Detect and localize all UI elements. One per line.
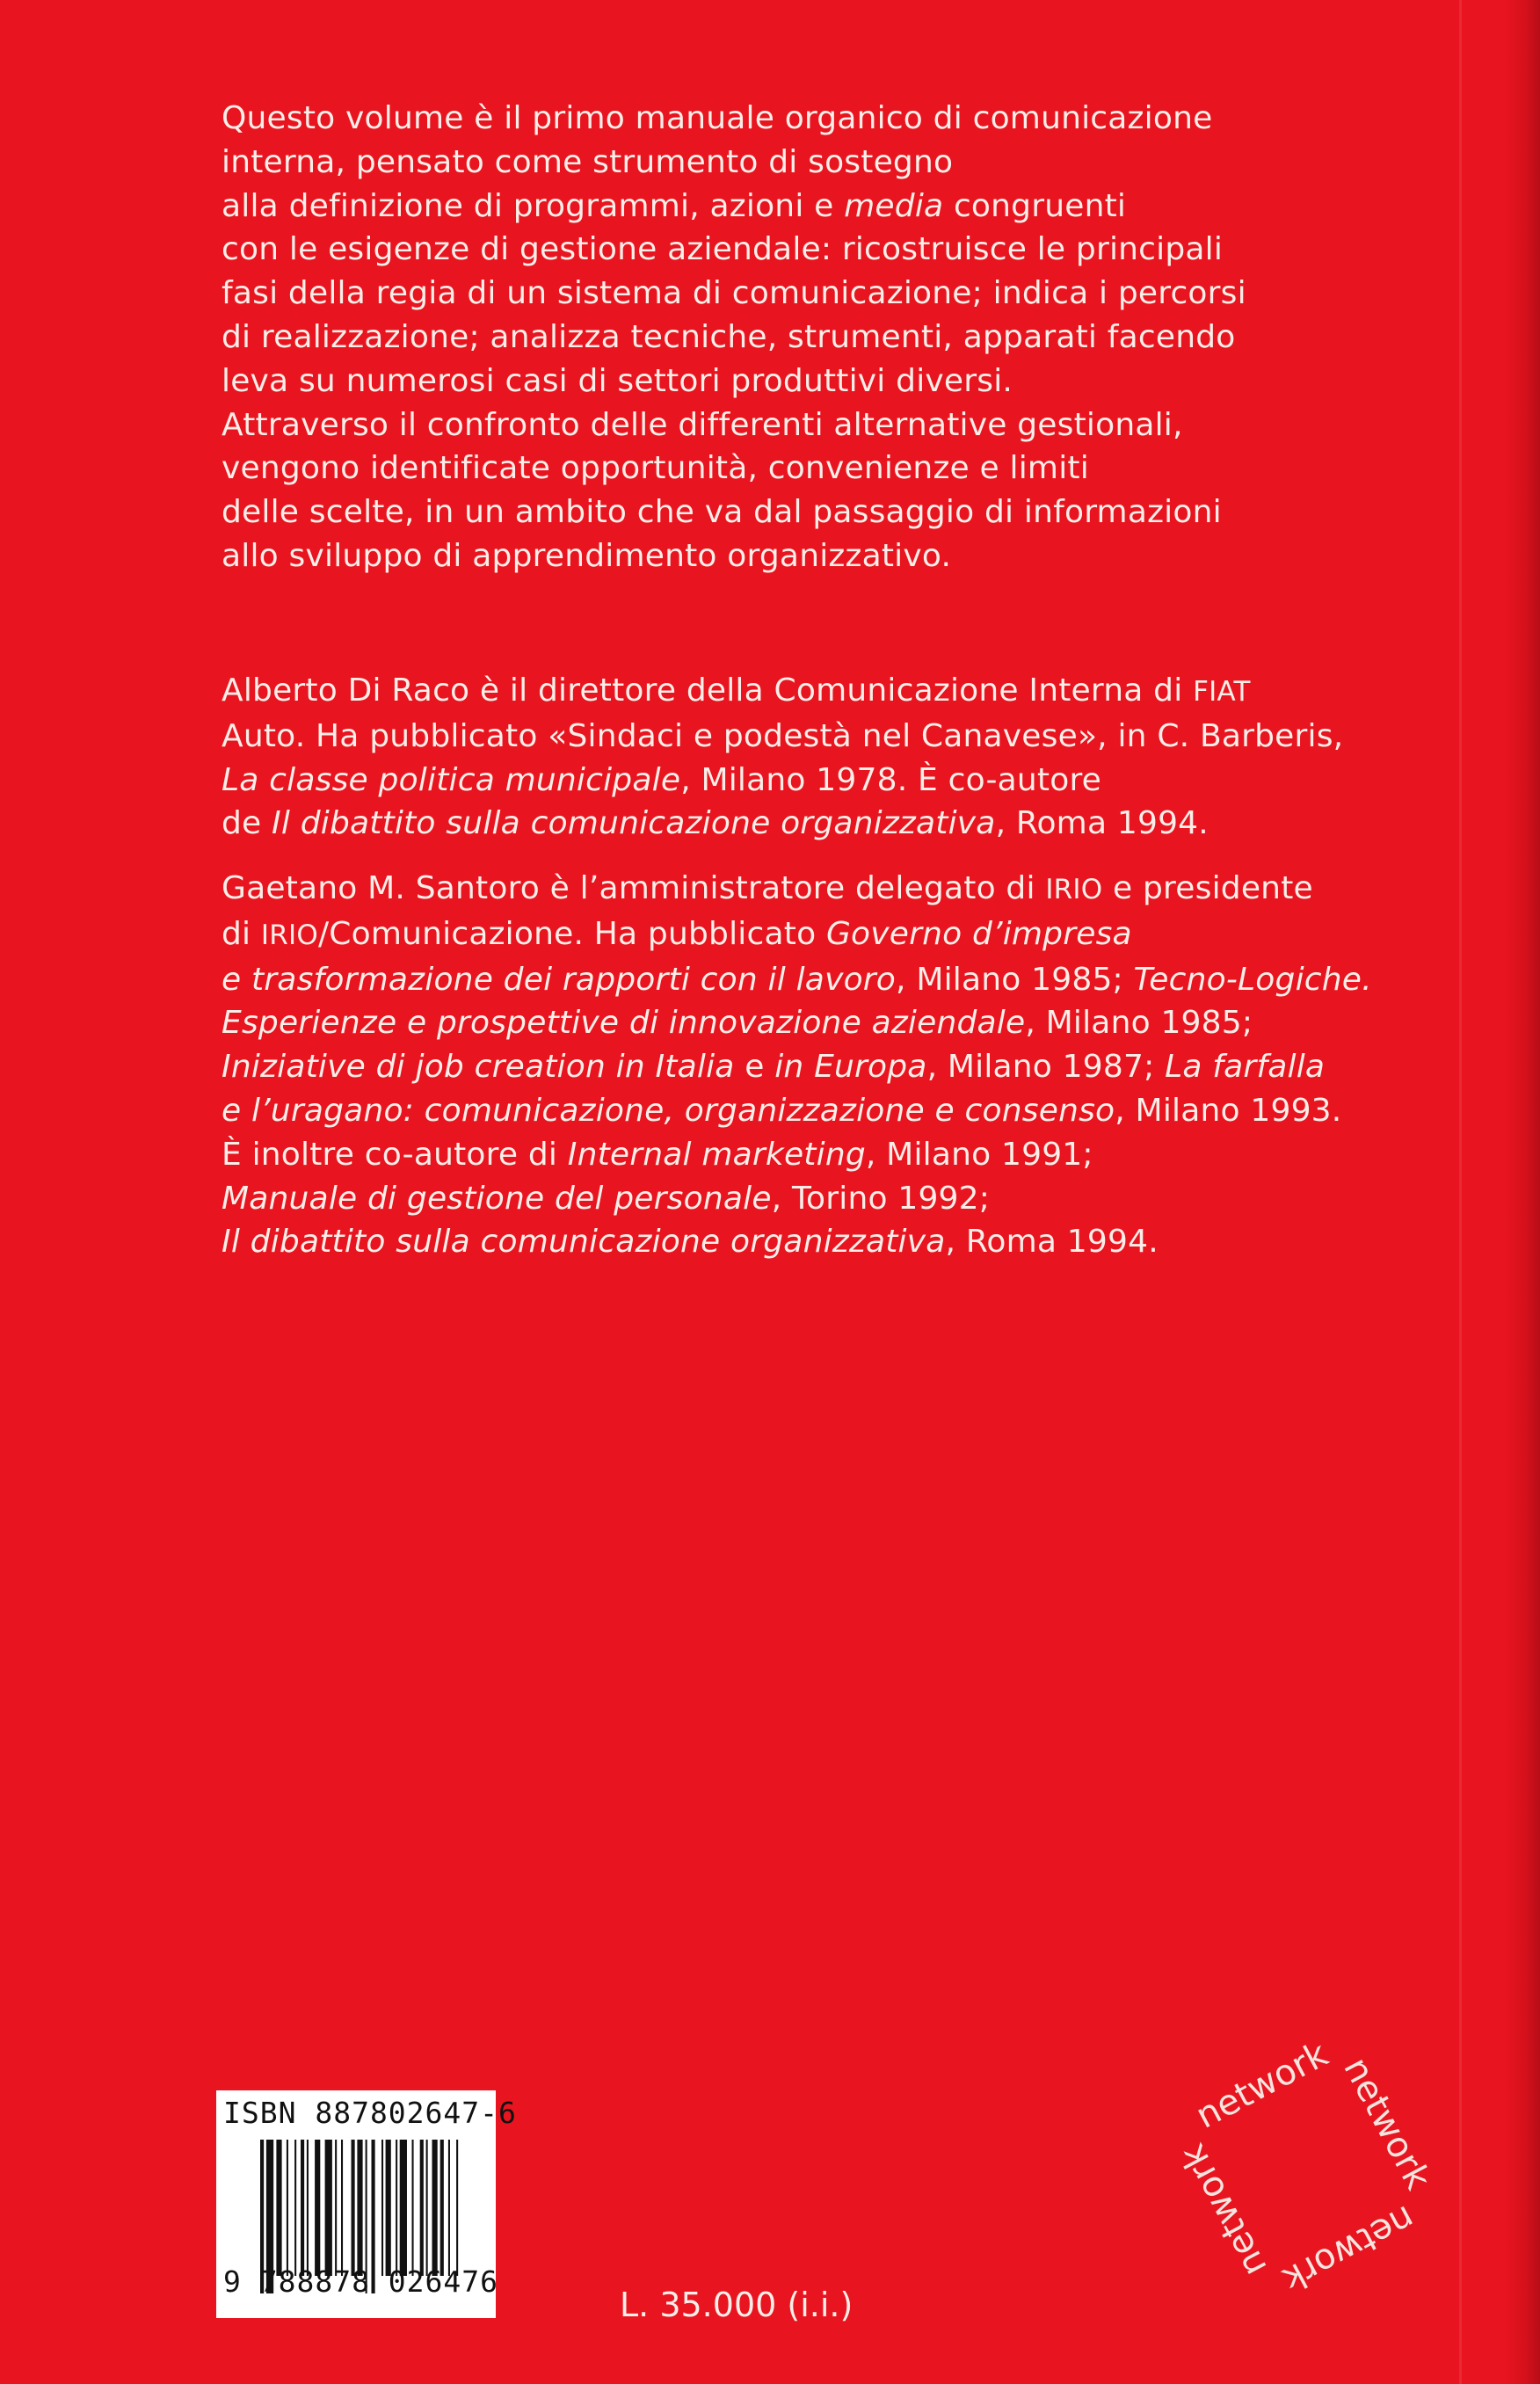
author-bio-di-raco: [222, 669, 1382, 846]
spine-shadow: [1505, 0, 1540, 2384]
text-line: Questo volume è il primo manuale organico di comunicazione: [222, 100, 1213, 136]
svg-text:network: network: [1172, 2137, 1275, 2283]
text-line: alla definizione di programmi, azioni e media congruenti: [222, 187, 1127, 224]
text-line: leva su numerosi casi di settori produttivi diversi.: [222, 362, 1013, 399]
text-line: Attraverso il confronto delle differenti alternative gestionali,: [222, 406, 1183, 443]
text-line: È inoltre co-autore di Internal marketing, Milano 1991;: [222, 1136, 1093, 1173]
text-line: con le esigenze di gestione aziendale: ricostruisce le principali: [222, 231, 1224, 268]
text-line: Il dibattito sulla comunicazione organizzativa, Roma 1994.: [222, 1224, 1159, 1261]
svg-text:network: network: [1275, 2197, 1421, 2300]
text-line: fasi della regia di un sistema di comunicazione; indica i percorsi: [222, 275, 1246, 312]
ean-digits: 9 788878 026476: [223, 2264, 499, 2299]
text-line: Alberto Di Raco è il direttore della Comunicazione Interna di FIAT: [222, 672, 1251, 709]
text-line: vengono identificate opportunità, convenienze e limiti: [222, 450, 1089, 487]
text-line: de Il dibattito sulla comunicazione organizzativa, Roma 1994.: [222, 805, 1209, 842]
text-line: Esperienze e prospettive di innovazione aziendale, Milano 1985;: [222, 1005, 1253, 1042]
text-line: interna, pensato come strumento di sostegno: [222, 143, 954, 180]
network-publisher-logo-icon: [1160, 2022, 1450, 2312]
cover-fold-crease: [1459, 0, 1462, 2384]
price-label: L. 35.000 (i.i.): [620, 2286, 854, 2324]
book-description: [222, 97, 1382, 578]
text-line: allo sviluppo di apprendimento organizzativo.: [222, 537, 952, 574]
text-line: di IRIO/Comunicazione. Ha pubblicato Governo d’impresa: [222, 915, 1132, 952]
text-line: e l’uragano: comunicazione, organizzazione e consenso, Milano 1993.: [222, 1092, 1342, 1129]
isbn-barcode: [216, 2090, 517, 2318]
svg-text:network: network: [1335, 2051, 1439, 2197]
text-line: di realizzazione; analizza tecniche, strumenti, apparati facendo: [222, 318, 1236, 355]
text-line: Gaetano M. Santoro è l’amministratore delegato di IRIO e presidente: [222, 870, 1313, 906]
text-line: Manuale di gestione del personale, Torino 1992;: [222, 1180, 991, 1217]
isbn-number: ISBN 887802647-6: [223, 2096, 517, 2130]
author-bio-santoro: [222, 867, 1382, 1264]
text-line: delle scelte, in un ambito che va dal passaggio di informazioni: [222, 494, 1222, 531]
text-line: Iniziative di job creation in Italia e in Europa, Milano 1987; La farfalla: [222, 1049, 1326, 1086]
svg-text:network: network: [1189, 2033, 1335, 2137]
text-line: e trasformazione dei rapporti con il lavoro, Milano 1985; Tecno-Logiche.: [222, 961, 1372, 998]
text-line: Auto. Ha pubblicato «Sindaci e podestà nel Canavese», in C. Barberis,: [222, 717, 1344, 754]
text-line: La classe politica municipale, Milano 1978. È co-autore: [222, 761, 1102, 798]
